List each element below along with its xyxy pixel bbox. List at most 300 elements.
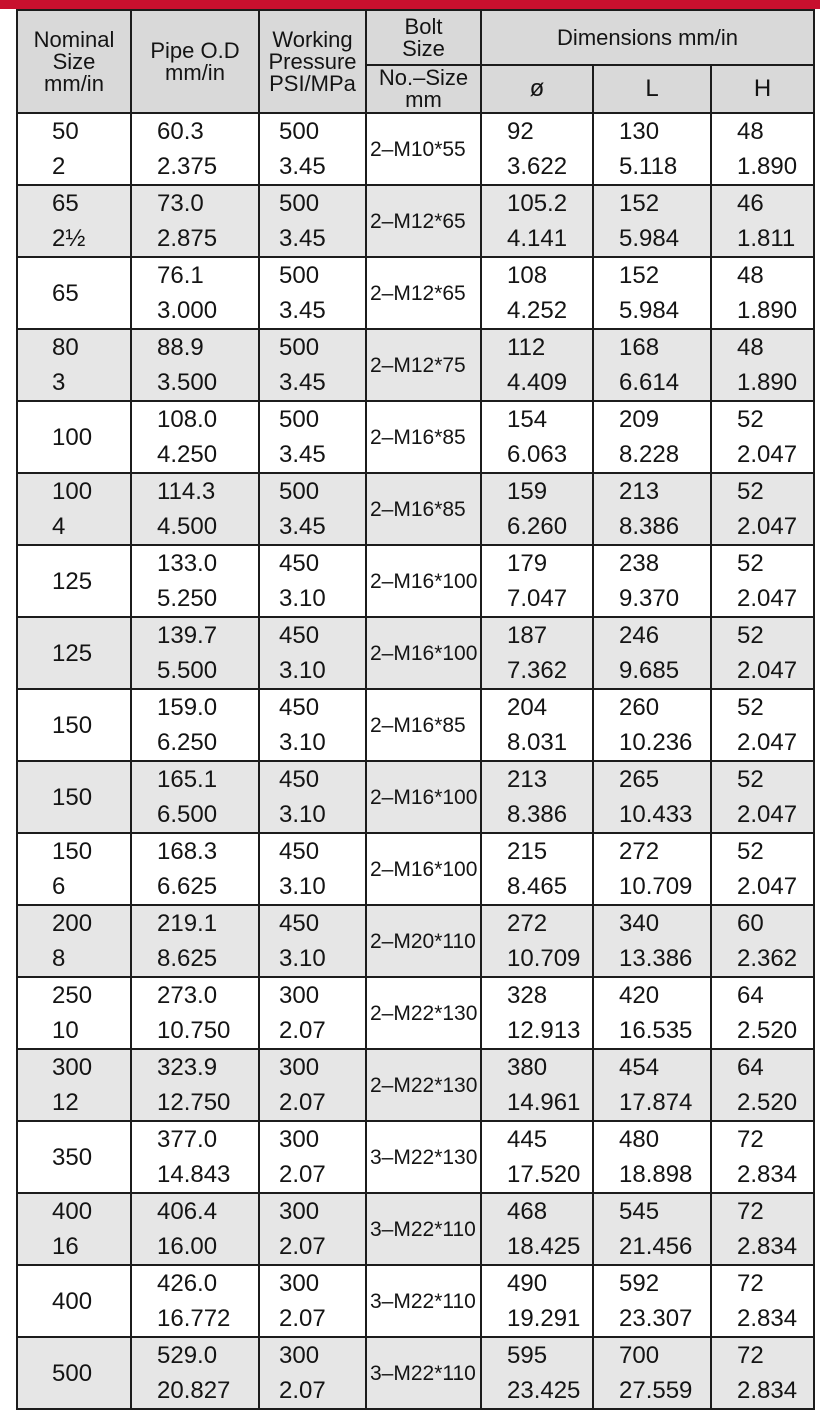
nominal-size-cell xyxy=(17,905,131,977)
cell-value: 3.10 xyxy=(279,657,326,684)
cell-value: 52 xyxy=(737,406,764,433)
cell-value: 213 xyxy=(507,766,548,793)
cell-value: 5.250 xyxy=(157,585,218,612)
dimension-diameter-cell xyxy=(481,545,593,617)
cell-value: 2–M10*55 xyxy=(370,137,466,161)
dimension-height-cell xyxy=(711,401,814,473)
dimension-length-cell xyxy=(593,1049,711,1121)
cell-value: 272 xyxy=(619,838,660,865)
dimension-length-cell xyxy=(593,689,711,761)
cell-value: 8.625 xyxy=(157,945,218,972)
cell-value: 9.370 xyxy=(619,585,680,612)
cell-value: 2.047 xyxy=(737,585,798,612)
cell-value: 7.047 xyxy=(507,585,568,612)
cell-value: 300 xyxy=(52,1054,93,1081)
pipe-od-cell xyxy=(131,401,259,473)
cell-value: 8.031 xyxy=(507,729,568,756)
cell-value: 500 xyxy=(279,262,320,289)
nominal-size-cell xyxy=(17,977,131,1049)
cell-value: 2.520 xyxy=(737,1089,798,1116)
bolt-size-cell xyxy=(366,1193,481,1265)
working-pressure-cell xyxy=(259,545,366,617)
cell-value: 73.0 xyxy=(157,190,204,217)
dimension-length-cell xyxy=(593,1121,711,1193)
cell-value: 3 xyxy=(52,369,66,396)
cell-value: 2.834 xyxy=(737,1161,798,1188)
cell-value: 125 xyxy=(52,639,93,667)
pipe-od-cell xyxy=(131,473,259,545)
cell-value: 500 xyxy=(279,406,320,433)
cell-value: 16 xyxy=(52,1233,79,1260)
cell-value: 300 xyxy=(279,1270,320,1297)
cell-value: 350 xyxy=(52,1143,93,1171)
cell-value: 6.625 xyxy=(157,873,218,900)
cell-value: 265 xyxy=(619,766,660,793)
dimension-length-cell xyxy=(593,1265,711,1337)
cell-value: 150 xyxy=(52,783,93,811)
working-pressure-cell xyxy=(259,473,366,545)
cell-value: 154 xyxy=(507,406,548,433)
cell-value: 1.811 xyxy=(737,225,796,252)
cell-value: 179 xyxy=(507,550,548,577)
cell-value: 238 xyxy=(619,550,660,577)
cell-value: 19.291 xyxy=(507,1305,581,1332)
dimension-height-cell xyxy=(711,185,814,257)
cell-value: 14.961 xyxy=(507,1089,581,1116)
table-row xyxy=(17,473,814,545)
cell-value: 10.750 xyxy=(157,1017,231,1044)
working-pressure-cell xyxy=(259,689,366,761)
dimension-height-cell xyxy=(711,1337,814,1409)
dimension-length-cell xyxy=(593,833,711,905)
working-pressure-cell xyxy=(259,329,366,401)
cell-value: 219.1 xyxy=(157,910,218,937)
dimension-diameter-cell xyxy=(481,689,593,761)
cell-value: 168.3 xyxy=(157,838,218,865)
dimension-height-cell xyxy=(711,1193,814,1265)
cell-value: 3.10 xyxy=(279,729,326,756)
table-row xyxy=(17,329,814,401)
cell-value: 2.07 xyxy=(279,1161,326,1188)
cell-value: 2.520 xyxy=(737,1017,798,1044)
bolt-size-cell xyxy=(366,1265,481,1337)
dimension-length-cell xyxy=(593,1193,711,1265)
cell-value: 468 xyxy=(507,1198,548,1225)
cell-value: 72 xyxy=(737,1342,764,1369)
cell-value: 52 xyxy=(737,550,764,577)
bolt-size-cell xyxy=(366,833,481,905)
cell-value: 6.614 xyxy=(619,369,680,396)
cell-value: 150 xyxy=(52,711,93,739)
dimension-diameter-cell xyxy=(481,401,593,473)
cell-value: 2–M16*100 xyxy=(370,569,478,593)
cell-value: 273.0 xyxy=(157,982,218,1009)
cell-value: 323.9 xyxy=(157,1054,218,1081)
cell-value: 246 xyxy=(619,622,660,649)
cell-value: 2–M16*100 xyxy=(370,641,478,665)
table-row xyxy=(17,689,814,761)
pipe-od-cell xyxy=(131,185,259,257)
dimension-height-cell xyxy=(711,1121,814,1193)
bolt-size-cell xyxy=(366,689,481,761)
cell-value: 529.0 xyxy=(157,1342,218,1369)
dimension-diameter-cell xyxy=(481,905,593,977)
dimension-length-cell xyxy=(593,761,711,833)
cell-value: 3–M22*110 xyxy=(370,1361,476,1385)
dimension-length-cell xyxy=(593,401,711,473)
dimension-height-cell xyxy=(711,545,814,617)
cell-value: 3.000 xyxy=(157,297,218,324)
cell-value: 64 xyxy=(737,982,764,1009)
cell-value: 2.047 xyxy=(737,873,798,900)
cell-value: 2–M22*130 xyxy=(370,1073,478,1097)
pipe-od-cell xyxy=(131,257,259,329)
cell-value: 2–M12*65 xyxy=(370,281,466,305)
cell-value: 426.0 xyxy=(157,1270,218,1297)
cell-value: 1.890 xyxy=(737,297,798,324)
nominal-size-cell xyxy=(17,1337,131,1409)
table-row xyxy=(17,401,814,473)
header-dim-height: H xyxy=(711,65,814,113)
dimension-diameter-cell xyxy=(481,185,593,257)
cell-value: 72 xyxy=(737,1126,764,1153)
cell-value: 2.07 xyxy=(279,1233,326,1260)
pipe-od-cell xyxy=(131,113,259,185)
cell-value: 450 xyxy=(279,838,320,865)
cell-value: 6.500 xyxy=(157,801,218,828)
working-pressure-cell xyxy=(259,833,366,905)
dimension-height-cell xyxy=(711,761,814,833)
cell-value: 48 xyxy=(737,334,764,361)
cell-value: 4.500 xyxy=(157,513,218,540)
cell-value: 152 xyxy=(619,262,660,289)
cell-value: 8.465 xyxy=(507,873,568,900)
working-pressure-cell xyxy=(259,977,366,1049)
bolt-size-cell xyxy=(366,545,481,617)
dimension-height-cell xyxy=(711,113,814,185)
pipe-od-cell xyxy=(131,833,259,905)
pipe-od-cell xyxy=(131,1265,259,1337)
header-pipe-od: Pipe O.D mm/in xyxy=(131,10,259,113)
cell-value: 260 xyxy=(619,694,660,721)
cell-value: 5.984 xyxy=(619,297,680,324)
cell-value: 10.433 xyxy=(619,801,693,828)
dimension-length-cell xyxy=(593,257,711,329)
cell-value: 16.00 xyxy=(157,1233,218,1260)
cell-value: 500 xyxy=(279,190,320,217)
cell-value: 2.047 xyxy=(737,441,798,468)
working-pressure-cell xyxy=(259,185,366,257)
pipe-od-cell xyxy=(131,1121,259,1193)
cell-value: 108 xyxy=(507,262,548,289)
cell-value: 52 xyxy=(737,478,764,505)
bolt-size-cell xyxy=(366,401,481,473)
cell-value: 16.535 xyxy=(619,1017,693,1044)
cell-value: 8 xyxy=(52,945,66,972)
cell-value: 20.827 xyxy=(157,1377,231,1404)
cell-value: 3–M22*130 xyxy=(370,1145,478,1169)
cell-value: 152 xyxy=(619,190,660,217)
pipe-od-cell xyxy=(131,905,259,977)
cell-value: 3.500 xyxy=(157,369,218,396)
nominal-size-cell xyxy=(17,257,131,329)
cell-value: 272 xyxy=(507,910,548,937)
cell-value: 4.409 xyxy=(507,369,568,396)
table-row xyxy=(17,1265,814,1337)
dimension-length-cell xyxy=(593,113,711,185)
dimension-diameter-cell xyxy=(481,977,593,1049)
pipe-od-cell xyxy=(131,1337,259,1409)
dimension-height-cell xyxy=(711,257,814,329)
dimension-height-cell xyxy=(711,833,814,905)
cell-value: 50 xyxy=(52,118,79,145)
cell-value: 130 xyxy=(619,118,660,145)
cell-value: 2.362 xyxy=(737,945,798,972)
bolt-size-cell xyxy=(366,1121,481,1193)
header-working-pressure: Working Pressure PSI/MPa xyxy=(259,10,366,113)
cell-value: 60 xyxy=(737,910,764,937)
cell-value: 2.07 xyxy=(279,1305,326,1332)
nominal-size-cell xyxy=(17,329,131,401)
nominal-size-cell xyxy=(17,1121,131,1193)
cell-value: 168 xyxy=(619,334,660,361)
cell-value: 65 xyxy=(52,190,79,217)
cell-value: 454 xyxy=(619,1054,660,1081)
pipe-od-cell xyxy=(131,329,259,401)
cell-value: 88.9 xyxy=(157,334,204,361)
cell-value: 46 xyxy=(737,190,764,217)
cell-value: 2 xyxy=(52,153,66,180)
working-pressure-cell xyxy=(259,905,366,977)
dimension-diameter-cell xyxy=(481,329,593,401)
cell-value: 2.375 xyxy=(157,153,218,180)
cell-value: 100 xyxy=(52,478,93,505)
cell-value: 16.772 xyxy=(157,1305,231,1332)
cell-value: 480 xyxy=(619,1126,660,1153)
working-pressure-cell xyxy=(259,761,366,833)
table-row xyxy=(17,1049,814,1121)
nominal-size-cell xyxy=(17,617,131,689)
table-row xyxy=(17,1337,814,1409)
dimension-diameter-cell xyxy=(481,761,593,833)
cell-value: 3.622 xyxy=(507,153,568,180)
cell-value: 23.307 xyxy=(619,1305,693,1332)
cell-value: 2.047 xyxy=(737,729,798,756)
cell-value: 5.500 xyxy=(157,657,218,684)
cell-value: 2.047 xyxy=(737,513,798,540)
nominal-size-cell xyxy=(17,545,131,617)
cell-value: 52 xyxy=(737,838,764,865)
cell-value: 3.45 xyxy=(279,513,326,540)
nominal-size-cell xyxy=(17,689,131,761)
cell-value: 80 xyxy=(52,334,79,361)
cell-value: 300 xyxy=(279,1198,320,1225)
table-row xyxy=(17,1193,814,1265)
cell-value: 3.10 xyxy=(279,945,326,972)
cell-value: 406.4 xyxy=(157,1198,218,1225)
working-pressure-cell xyxy=(259,1049,366,1121)
dimension-length-cell xyxy=(593,617,711,689)
header-dim-diameter: ø xyxy=(481,65,593,113)
cell-value: 52 xyxy=(737,622,764,649)
cell-value: 8.386 xyxy=(619,513,680,540)
working-pressure-cell xyxy=(259,113,366,185)
cell-value: 6 xyxy=(52,873,66,900)
dimension-height-cell xyxy=(711,905,814,977)
dimension-length-cell xyxy=(593,329,711,401)
cell-value: 8.386 xyxy=(507,801,568,828)
table-row xyxy=(17,257,814,329)
cell-value: 215 xyxy=(507,838,548,865)
cell-value: 139.7 xyxy=(157,622,218,649)
cell-value: 92 xyxy=(507,118,534,145)
dimension-height-cell xyxy=(711,1265,814,1337)
dimension-diameter-cell xyxy=(481,473,593,545)
cell-value: 159.0 xyxy=(157,694,218,721)
cell-value: 18.425 xyxy=(507,1233,581,1260)
cell-value: 12.913 xyxy=(507,1017,581,1044)
cell-value: 592 xyxy=(619,1270,660,1297)
dimension-diameter-cell xyxy=(481,617,593,689)
cell-value: 3.45 xyxy=(279,369,326,396)
cell-value: 105.2 xyxy=(507,190,568,217)
table-row xyxy=(17,545,814,617)
cell-value: 23.425 xyxy=(507,1377,581,1404)
header-nominal-size: Nominal Size mm/in xyxy=(17,10,131,113)
cell-value: 159 xyxy=(507,478,548,505)
cell-value: 3.45 xyxy=(279,297,326,324)
cell-value: 76.1 xyxy=(157,262,204,289)
pipe-od-cell xyxy=(131,761,259,833)
bolt-size-cell xyxy=(366,761,481,833)
cell-value: 52 xyxy=(737,694,764,721)
working-pressure-cell xyxy=(259,1193,366,1265)
table-row xyxy=(17,185,814,257)
cell-value: 114.3 xyxy=(157,478,216,505)
cell-value: 450 xyxy=(279,694,320,721)
cell-value: 400 xyxy=(52,1287,93,1315)
table-row xyxy=(17,761,814,833)
cell-value: 5.118 xyxy=(619,153,678,180)
cell-value: 300 xyxy=(279,1126,320,1153)
cell-value: 1.890 xyxy=(737,369,798,396)
cell-value: 2.07 xyxy=(279,1017,326,1044)
cell-value: 17.874 xyxy=(619,1089,693,1116)
cell-value: 2.834 xyxy=(737,1305,798,1332)
dimension-height-cell xyxy=(711,473,814,545)
cell-value: 2.875 xyxy=(157,225,218,252)
bolt-size-cell xyxy=(366,257,481,329)
dimension-length-cell xyxy=(593,185,711,257)
cell-value: 300 xyxy=(279,1342,320,1369)
cell-value: 3–M22*110 xyxy=(370,1289,476,1313)
cell-value: 2–M12*65 xyxy=(370,209,466,233)
nominal-size-cell xyxy=(17,185,131,257)
working-pressure-cell xyxy=(259,1121,366,1193)
cell-value: 328 xyxy=(507,982,548,1009)
nominal-size-cell xyxy=(17,1193,131,1265)
cell-value: 133.0 xyxy=(157,550,218,577)
cell-value: 2–M16*85 xyxy=(370,713,466,737)
cell-value: 200 xyxy=(52,910,93,937)
cell-value: 2–M16*85 xyxy=(370,497,466,521)
cell-value: 112 xyxy=(507,334,546,361)
cell-value: 2.834 xyxy=(737,1377,798,1404)
bolt-size-cell xyxy=(366,185,481,257)
dimension-diameter-cell xyxy=(481,1121,593,1193)
cell-value: 52 xyxy=(737,766,764,793)
working-pressure-cell xyxy=(259,617,366,689)
dimension-diameter-cell xyxy=(481,1337,593,1409)
cell-value: 150 xyxy=(52,838,93,865)
cell-value: 500 xyxy=(279,118,320,145)
cell-value: 165.1 xyxy=(157,766,218,793)
nominal-size-cell xyxy=(17,401,131,473)
dimension-height-cell xyxy=(711,617,814,689)
cell-value: 340 xyxy=(619,910,660,937)
nominal-size-cell xyxy=(17,833,131,905)
cell-value: 2.047 xyxy=(737,657,798,684)
pipe-od-cell xyxy=(131,977,259,1049)
dimension-diameter-cell xyxy=(481,257,593,329)
cell-value: 500 xyxy=(52,1359,93,1387)
cell-value: 250 xyxy=(52,982,93,1009)
dimension-diameter-cell xyxy=(481,1049,593,1121)
pipe-od-cell xyxy=(131,545,259,617)
bolt-size-cell xyxy=(366,329,481,401)
cell-value: 5.984 xyxy=(619,225,680,252)
cell-value: 7.362 xyxy=(507,657,568,684)
cell-value: 4.141 xyxy=(507,225,568,252)
nominal-size-cell xyxy=(17,473,131,545)
cell-value: 2½ xyxy=(52,225,86,252)
pipe-od-cell xyxy=(131,1049,259,1121)
header-dim-length: L xyxy=(593,65,711,113)
bolt-size-cell xyxy=(366,113,481,185)
cell-value: 500 xyxy=(279,478,320,505)
dimension-diameter-cell xyxy=(481,1265,593,1337)
dimension-height-cell xyxy=(711,977,814,1049)
table-row xyxy=(17,617,814,689)
cell-value: 60.3 xyxy=(157,118,204,145)
cell-value: 14.843 xyxy=(157,1161,231,1188)
bolt-size-cell xyxy=(366,1337,481,1409)
header-dimensions: Dimensions mm/in xyxy=(481,10,814,65)
cell-value: 10.709 xyxy=(619,873,693,900)
cell-value: 2–M20*110 xyxy=(370,929,476,953)
working-pressure-cell xyxy=(259,257,366,329)
cell-value: 64 xyxy=(737,1054,764,1081)
working-pressure-cell xyxy=(259,1265,366,1337)
pipe-coupling-spec-table xyxy=(16,9,815,1410)
cell-value: 2–M12*75 xyxy=(370,353,466,377)
dimension-length-cell xyxy=(593,1337,711,1409)
table-row xyxy=(17,833,814,905)
cell-value: 213 xyxy=(619,478,660,505)
header-bolt-size: Bolt Size xyxy=(366,10,481,65)
cell-value: 72 xyxy=(737,1270,764,1297)
cell-value: 490 xyxy=(507,1270,548,1297)
cell-value: 48 xyxy=(737,262,764,289)
working-pressure-cell xyxy=(259,1337,366,1409)
cell-value: 108.0 xyxy=(157,406,218,433)
cell-value: 18.898 xyxy=(619,1161,693,1188)
cell-value: 450 xyxy=(279,766,320,793)
cell-value: 300 xyxy=(279,1054,320,1081)
bolt-size-cell xyxy=(366,617,481,689)
cell-value: 3.10 xyxy=(279,585,326,612)
cell-value: 6.250 xyxy=(157,729,218,756)
